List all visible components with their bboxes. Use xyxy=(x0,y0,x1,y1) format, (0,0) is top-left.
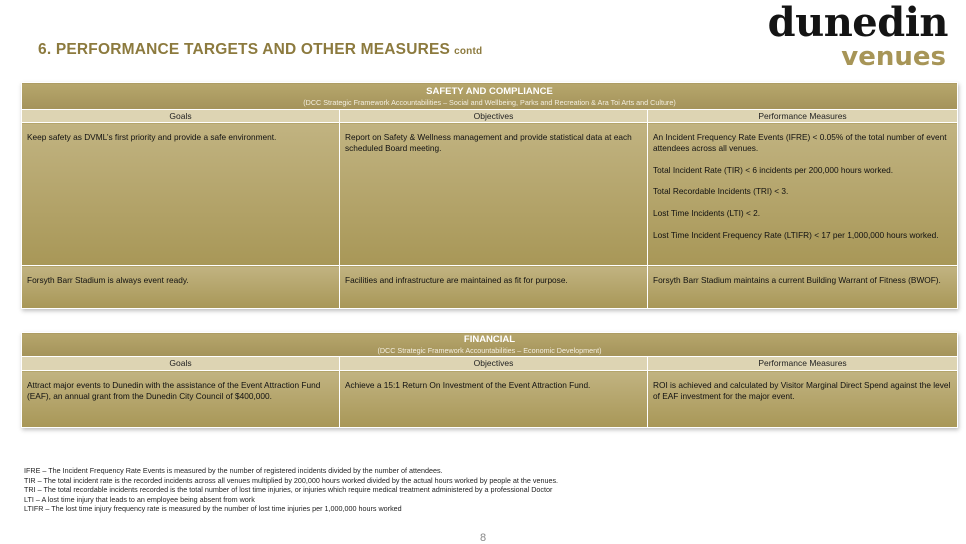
safety-header-cell xyxy=(22,83,958,110)
measures-cell xyxy=(648,266,958,309)
financial-column-headers xyxy=(22,357,958,371)
footnote-tir: TIR – The total incident rate is the recorded incidents across all venues multiplied by 200,000 hours worked divided by the actual hours worked by people at the venues. xyxy=(24,475,559,485)
footnote-tri: TRI – The total recordable incidents recorded is the total number of lost time injuries, or injuries which require medical treatment administered by a professional Doctor xyxy=(24,485,553,495)
measure-ltifr: Lost Time Incident Frequency Rate (LTIFR) < 17 per 1,000,000 hours worked. xyxy=(653,229,939,240)
goal-text: Forsyth Barr Stadium is always event ready. xyxy=(27,275,189,285)
safety-column-headers xyxy=(22,110,958,123)
objective-text: Achieve a 15:1 Return On Investment of the Event Attraction Fund. xyxy=(345,380,591,390)
financial-col-objectives: Objectives xyxy=(340,357,648,371)
table-row xyxy=(22,371,958,428)
logo-word-venues: venues xyxy=(841,42,946,72)
measure-tir: Total Incident Rate (TIR) < 6 incidents per 200,000 hours worked. xyxy=(653,164,894,175)
safety-header-row xyxy=(22,83,958,110)
goal-cell xyxy=(22,266,340,309)
objective-cell xyxy=(340,123,648,266)
safety-col-measures: Performance Measures xyxy=(648,110,958,123)
footnote-lti: LTI – A lost time injury that leads to an employee being absent from work xyxy=(24,494,255,504)
financial-table xyxy=(21,332,958,428)
goal-cell xyxy=(22,123,340,266)
page-title-suffix: contd xyxy=(454,46,483,57)
page-title xyxy=(38,41,482,59)
goal-text: Attract major events to Dunedin with the assistance of the Event Attraction Fund (EAF), an annual grant from the Dunedin City Council of $400,000. xyxy=(27,380,321,401)
goal-text: Keep safety as DVML’s first priority and provide a safe environment. xyxy=(27,132,277,142)
objective-cell xyxy=(340,371,648,428)
safety-compliance-table xyxy=(21,82,958,309)
objective-cell xyxy=(340,266,648,309)
table-row xyxy=(22,266,958,309)
safety-col-goals: Goals xyxy=(22,110,340,123)
objective-text: Report on Safety & Wellness management and provide statistical data at each scheduled Board meeting. xyxy=(345,132,632,153)
financial-section-title: FINANCIAL xyxy=(463,334,516,345)
measures-cell xyxy=(648,123,958,266)
financial-section-subtitle: (DCC Strategic Framework Accountabilities – Economic Development) xyxy=(377,346,602,355)
page-number: 8 xyxy=(479,532,487,544)
goal-cell xyxy=(22,371,340,428)
measures-cell xyxy=(648,371,958,428)
measure-bwof: Forsyth Barr Stadium maintains a current Building Warrant of Fitness (BWOF). xyxy=(653,275,941,285)
footnotes xyxy=(24,466,724,514)
dunedin-venues-logo xyxy=(767,0,948,72)
measure-lti: Lost Time Incidents (LTI) < 2. xyxy=(653,208,761,219)
measure-ifre: An Incident Frequency Rate Events (IFRE) < 0.05% of the total number of event attendees across all venues. xyxy=(653,132,947,153)
safety-col-objectives: Objectives xyxy=(340,110,648,123)
safety-section-subtitle: (DCC Strategic Framework Accountabilities – Social and Wellbeing, Parks and Recreation & Ara Toi Arts and Culture) xyxy=(303,97,676,107)
financial-header-row xyxy=(22,333,958,357)
financial-col-goals: Goals xyxy=(22,357,340,371)
safety-section-title: SAFETY AND COMPLIANCE xyxy=(426,85,553,97)
footnote-ifre: IFRE – The Incident Frequency Rate Events is measured by the number of registered incidents divided by the number of attendees. xyxy=(24,466,443,475)
objective-text: Facilities and infrastructure are maintained as fit for purpose. xyxy=(345,275,568,285)
page-title-text: 6. PERFORMANCE TARGETS AND OTHER MEASURES xyxy=(38,41,451,58)
measure-roi: ROI is achieved and calculated by Visitor Marginal Direct Spend against the level of EAF investment for the major event. xyxy=(653,380,951,401)
financial-header-cell xyxy=(22,333,958,357)
logo-word-dunedin: dunedin xyxy=(767,0,948,46)
footnote-ltifr: LTIFR – The lost time injury frequency rate is measured by the number of lost time injuries per 1,000,000 hours worked xyxy=(24,504,402,514)
table-row xyxy=(22,123,958,266)
measure-tri: Total Recordable Incidents (TRI) < 3. xyxy=(653,186,789,197)
financial-col-measures: Performance Measures xyxy=(648,357,958,371)
